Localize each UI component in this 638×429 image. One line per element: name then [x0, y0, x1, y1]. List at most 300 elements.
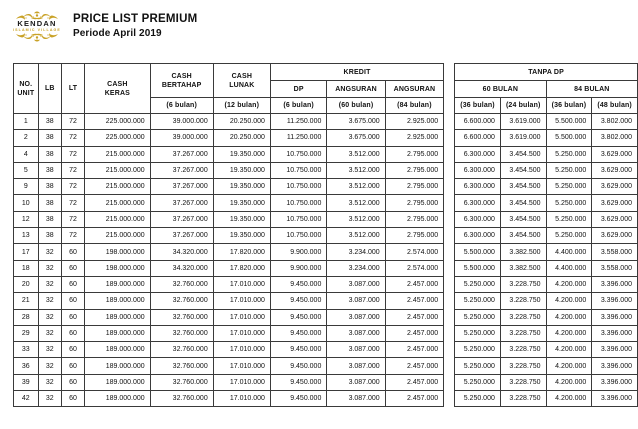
cell-angsuran-84: 2.795.000 — [385, 146, 443, 162]
cell-no: 1 — [14, 114, 39, 130]
cell-angsuran-60: 3.087.000 — [327, 374, 385, 390]
document-header — [0, 0, 638, 46]
cell-cash-bertahap: 32.760.000 — [150, 391, 213, 407]
cell-tanpa-dp-84-36: 4.400.000 — [546, 260, 592, 276]
col-header-cash-lunak-l1: CASH — [231, 72, 253, 80]
cell-cash-bertahap: 39.000.000 — [150, 130, 213, 146]
cell-cash-bertahap: 37.267.000 — [150, 146, 213, 162]
cell-dp: 9.450.000 — [270, 358, 326, 374]
cell-tanpa-dp-60-24: 3.454.500 — [500, 146, 546, 162]
cell-no: 36 — [14, 358, 39, 374]
table-row — [455, 325, 638, 341]
cell-tanpa-dp-60-24: 3.228.750 — [500, 309, 546, 325]
pricelist-table-main — [13, 63, 444, 407]
cell-tanpa-dp-84-48: 3.558.000 — [592, 244, 638, 260]
cell-tanpa-dp-84-48: 3.396.000 — [592, 276, 638, 292]
cell-tanpa-dp-60-24: 3.454.500 — [500, 228, 546, 244]
cell-angsuran-84: 2.795.000 — [385, 228, 443, 244]
cell-cash-bertahap: 34.320.000 — [150, 260, 213, 276]
cell-tanpa-dp-84-48: 3.396.000 — [592, 293, 638, 309]
cell-dp: 10.750.000 — [270, 211, 326, 227]
cell-tanpa-dp-60-24: 3.382.500 — [500, 260, 546, 276]
cell-cash-bertahap: 32.760.000 — [150, 374, 213, 390]
cell-angsuran-60: 3.675.000 — [327, 114, 385, 130]
cell-no: 42 — [14, 391, 39, 407]
cell-lb: 32 — [38, 374, 61, 390]
table-row — [14, 374, 444, 390]
cell-tanpa-dp-84-36: 4.200.000 — [546, 342, 592, 358]
cell-lt: 72 — [62, 228, 85, 244]
col-header-cash-keras — [85, 64, 151, 114]
cell-lt: 60 — [62, 309, 85, 325]
cell-tanpa-dp-84-48: 3.396.000 — [592, 374, 638, 390]
cell-no: 21 — [14, 293, 39, 309]
cell-lb: 32 — [38, 276, 61, 292]
cell-tanpa-dp-60-36: 6.300.000 — [455, 195, 501, 211]
cell-lt: 72 — [62, 114, 85, 130]
cell-lt: 60 — [62, 342, 85, 358]
cell-angsuran-84: 2.457.000 — [385, 374, 443, 390]
cell-angsuran-84: 2.795.000 — [385, 179, 443, 195]
table-row — [455, 114, 638, 130]
cell-lt: 60 — [62, 276, 85, 292]
cell-cash-keras: 189.000.000 — [85, 374, 151, 390]
col-header-cash-bertahap-l1: CASH — [171, 72, 192, 80]
cell-cash-lunak: 19.350.000 — [213, 146, 270, 162]
cell-tanpa-dp-84-48: 3.558.000 — [592, 260, 638, 276]
cell-no: 5 — [14, 162, 39, 178]
cell-cash-keras: 215.000.000 — [85, 146, 151, 162]
cell-cash-bertahap: 32.760.000 — [150, 358, 213, 374]
cell-angsuran-84: 2.574.000 — [385, 244, 443, 260]
cell-tanpa-dp-84-36: 5.500.000 — [546, 114, 592, 130]
cell-dp: 10.750.000 — [270, 179, 326, 195]
cell-tanpa-dp-84-36: 5.250.000 — [546, 146, 592, 162]
cell-tanpa-dp-60-36: 6.300.000 — [455, 228, 501, 244]
cell-angsuran-84: 2.574.000 — [385, 260, 443, 276]
cell-tanpa-dp-60-24: 3.228.750 — [500, 391, 546, 407]
cell-angsuran-60: 3.087.000 — [327, 293, 385, 309]
col-term-60-b: (24 bulan) — [500, 98, 546, 114]
cell-tanpa-dp-60-36: 5.250.000 — [455, 276, 501, 292]
cell-tanpa-dp-60-24: 3.454.500 — [500, 195, 546, 211]
cell-lb: 32 — [38, 358, 61, 374]
cell-tanpa-dp-60-36: 5.250.000 — [455, 309, 501, 325]
col-header-angsuran-84: ANGSURAN — [385, 81, 443, 98]
cell-angsuran-84: 2.457.000 — [385, 276, 443, 292]
cell-angsuran-84: 2.925.000 — [385, 130, 443, 146]
cell-lb: 38 — [38, 114, 61, 130]
cell-angsuran-60: 3.087.000 — [327, 342, 385, 358]
cell-cash-keras: 215.000.000 — [85, 228, 151, 244]
col-header-cash-bertahap-l2: BERTAHAP — [161, 81, 202, 89]
cell-cash-keras: 189.000.000 — [85, 293, 151, 309]
cell-tanpa-dp-60-36: 5.250.000 — [455, 358, 501, 374]
cell-tanpa-dp-60-24: 3.228.750 — [500, 293, 546, 309]
col-term-cash-lunak: (12 bulan) — [213, 98, 270, 114]
cell-dp: 9.900.000 — [270, 260, 326, 276]
cell-cash-bertahap: 32.760.000 — [150, 342, 213, 358]
cell-cash-lunak: 19.350.000 — [213, 195, 270, 211]
cell-cash-lunak: 17.010.000 — [213, 309, 270, 325]
cell-tanpa-dp-60-24: 3.228.750 — [500, 374, 546, 390]
col-term-84-a: (36 bulan) — [546, 98, 592, 114]
cell-lb: 38 — [38, 179, 61, 195]
cell-tanpa-dp-60-36: 5.250.000 — [455, 342, 501, 358]
table-row — [14, 276, 444, 292]
cell-dp: 10.750.000 — [270, 195, 326, 211]
cell-no: 29 — [14, 325, 39, 341]
table-row — [455, 162, 638, 178]
cell-tanpa-dp-60-36: 5.250.000 — [455, 293, 501, 309]
cell-tanpa-dp-60-24: 3.228.750 — [500, 325, 546, 341]
col-header-lt: LT — [62, 64, 85, 114]
cell-tanpa-dp-60-36: 6.300.000 — [455, 179, 501, 195]
cell-tanpa-dp-60-36: 6.300.000 — [455, 146, 501, 162]
cell-lb: 32 — [38, 309, 61, 325]
col-term-dp: (6 bulan) — [270, 98, 326, 114]
kendan-logo — [13, 5, 61, 47]
cell-dp: 9.450.000 — [270, 276, 326, 292]
col-header-no-unit-l1: NO. — [19, 80, 33, 88]
cell-no: 10 — [14, 195, 39, 211]
pricelist-table-tanpa-dp — [454, 63, 638, 407]
cell-tanpa-dp-84-36: 5.250.000 — [546, 162, 592, 178]
cell-angsuran-60: 3.087.000 — [327, 276, 385, 292]
cell-lt: 60 — [62, 293, 85, 309]
cell-tanpa-dp-84-48: 3.396.000 — [592, 391, 638, 407]
cell-no: 17 — [14, 244, 39, 260]
cell-tanpa-dp-60-24: 3.619.000 — [500, 114, 546, 130]
cell-tanpa-dp-84-48: 3.629.000 — [592, 211, 638, 227]
cell-tanpa-dp-84-36: 4.200.000 — [546, 358, 592, 374]
table-row — [14, 391, 444, 407]
cell-tanpa-dp-84-36: 5.250.000 — [546, 195, 592, 211]
cell-dp: 10.750.000 — [270, 162, 326, 178]
cell-cash-keras: 225.000.000 — [85, 130, 151, 146]
cell-angsuran-84: 2.457.000 — [385, 325, 443, 341]
col-header-84-bulan: 84 BULAN — [546, 81, 637, 98]
cell-angsuran-60: 3.512.000 — [327, 146, 385, 162]
cell-lb: 32 — [38, 244, 61, 260]
col-header-cash-bertahap — [150, 64, 213, 98]
cell-angsuran-60: 3.234.000 — [327, 260, 385, 276]
cell-lb: 38 — [38, 162, 61, 178]
cell-cash-keras: 215.000.000 — [85, 162, 151, 178]
cell-lb: 32 — [38, 325, 61, 341]
table-row — [14, 244, 444, 260]
cell-dp: 9.450.000 — [270, 325, 326, 341]
cell-angsuran-60: 3.512.000 — [327, 211, 385, 227]
col-header-dp: DP — [270, 81, 326, 98]
cell-tanpa-dp-60-36: 6.600.000 — [455, 114, 501, 130]
cell-tanpa-dp-84-48: 3.629.000 — [592, 228, 638, 244]
cell-cash-keras: 189.000.000 — [85, 391, 151, 407]
cell-tanpa-dp-60-24: 3.619.000 — [500, 130, 546, 146]
col-term-cash-bertahap: (6 bulan) — [150, 98, 213, 114]
cell-tanpa-dp-84-36: 5.250.000 — [546, 211, 592, 227]
cell-angsuran-60: 3.512.000 — [327, 179, 385, 195]
table-row — [455, 244, 638, 260]
cell-angsuran-60: 3.512.000 — [327, 228, 385, 244]
cell-tanpa-dp-60-36: 5.250.000 — [455, 374, 501, 390]
cell-cash-bertahap: 32.760.000 — [150, 276, 213, 292]
cell-tanpa-dp-84-36: 5.250.000 — [546, 228, 592, 244]
cell-tanpa-dp-60-36: 5.250.000 — [455, 391, 501, 407]
table-row — [455, 358, 638, 374]
table-row — [455, 260, 638, 276]
cell-no: 18 — [14, 260, 39, 276]
cell-dp: 9.450.000 — [270, 342, 326, 358]
cell-angsuran-60: 3.087.000 — [327, 325, 385, 341]
cell-cash-keras: 215.000.000 — [85, 211, 151, 227]
cell-dp: 9.450.000 — [270, 374, 326, 390]
cell-cash-lunak: 17.010.000 — [213, 276, 270, 292]
cell-dp: 9.450.000 — [270, 391, 326, 407]
cell-cash-bertahap: 37.267.000 — [150, 228, 213, 244]
cell-tanpa-dp-84-36: 4.200.000 — [546, 325, 592, 341]
cell-no: 39 — [14, 374, 39, 390]
pricelist-tables — [13, 63, 638, 407]
cell-tanpa-dp-60-24: 3.454.500 — [500, 162, 546, 178]
cell-lt: 60 — [62, 374, 85, 390]
table-row — [14, 325, 444, 341]
page-period: Periode April 2019 — [73, 27, 162, 39]
cell-lb: 38 — [38, 211, 61, 227]
cell-cash-lunak: 17.010.000 — [213, 358, 270, 374]
cell-dp: 10.750.000 — [270, 146, 326, 162]
cell-no: 9 — [14, 179, 39, 195]
cell-angsuran-60: 3.087.000 — [327, 358, 385, 374]
cell-lt: 72 — [62, 195, 85, 211]
cell-lt: 72 — [62, 162, 85, 178]
cell-tanpa-dp-60-24: 3.454.500 — [500, 179, 546, 195]
col-header-cash-lunak — [213, 64, 270, 98]
cell-angsuran-84: 2.457.000 — [385, 309, 443, 325]
table-row — [14, 342, 444, 358]
cell-cash-bertahap: 39.000.000 — [150, 114, 213, 130]
cell-tanpa-dp-84-36: 4.200.000 — [546, 276, 592, 292]
cell-no: 13 — [14, 228, 39, 244]
cell-cash-lunak: 17.820.000 — [213, 244, 270, 260]
tanpa-dp-table-body — [455, 114, 638, 407]
cell-dp: 10.750.000 — [270, 228, 326, 244]
cell-tanpa-dp-60-24: 3.228.750 — [500, 342, 546, 358]
table-row — [455, 146, 638, 162]
cell-cash-lunak: 17.820.000 — [213, 260, 270, 276]
cell-tanpa-dp-84-48: 3.396.000 — [592, 309, 638, 325]
col-header-cash-keras-l1: CASH — [107, 80, 128, 88]
col-header-tanpa-dp: TANPA DP — [455, 64, 638, 81]
cell-lt: 60 — [62, 391, 85, 407]
col-header-cash-keras-l2: KERAS — [104, 89, 130, 97]
cell-tanpa-dp-60-24: 3.382.500 — [500, 244, 546, 260]
table-row — [455, 195, 638, 211]
cell-angsuran-84: 2.795.000 — [385, 211, 443, 227]
cell-cash-lunak: 17.010.000 — [213, 342, 270, 358]
cell-no: 33 — [14, 342, 39, 358]
cell-cash-keras: 215.000.000 — [85, 179, 151, 195]
table-row — [455, 228, 638, 244]
cell-tanpa-dp-60-24: 3.228.750 — [500, 276, 546, 292]
table-row — [14, 358, 444, 374]
cell-angsuran-84: 2.457.000 — [385, 342, 443, 358]
cell-cash-keras: 189.000.000 — [85, 325, 151, 341]
col-header-no-unit-l2: UNIT — [17, 89, 35, 97]
cell-no: 28 — [14, 309, 39, 325]
col-header-angsuran-60: ANGSURAN — [327, 81, 385, 98]
table-row — [14, 146, 444, 162]
col-term-84-b: (48 bulan) — [592, 98, 638, 114]
cell-lt: 60 — [62, 244, 85, 260]
cell-tanpa-dp-84-36: 4.200.000 — [546, 293, 592, 309]
cell-tanpa-dp-60-24: 3.228.750 — [500, 358, 546, 374]
cell-tanpa-dp-84-48: 3.629.000 — [592, 162, 638, 178]
cell-cash-keras: 189.000.000 — [85, 309, 151, 325]
logo-tagline: ISLAMIC VILLAGE — [13, 27, 61, 32]
cell-lb: 32 — [38, 391, 61, 407]
cell-lb: 38 — [38, 195, 61, 211]
cell-tanpa-dp-60-36: 6.300.000 — [455, 211, 501, 227]
cell-tanpa-dp-60-36: 6.600.000 — [455, 130, 501, 146]
cell-cash-lunak: 17.010.000 — [213, 293, 270, 309]
cell-angsuran-60: 3.087.000 — [327, 391, 385, 407]
table-row — [455, 309, 638, 325]
cell-tanpa-dp-84-36: 4.200.000 — [546, 374, 592, 390]
cell-lt: 60 — [62, 260, 85, 276]
cell-no: 4 — [14, 146, 39, 162]
table-row — [14, 211, 444, 227]
col-header-cash-lunak-l2: LUNAK — [229, 81, 255, 89]
table-row — [455, 391, 638, 407]
cell-dp: 9.450.000 — [270, 309, 326, 325]
cell-tanpa-dp-60-36: 6.300.000 — [455, 162, 501, 178]
cell-angsuran-84: 2.457.000 — [385, 391, 443, 407]
cell-lt: 72 — [62, 146, 85, 162]
table-row — [455, 276, 638, 292]
table-row — [14, 260, 444, 276]
cell-cash-lunak: 19.350.000 — [213, 179, 270, 195]
cell-angsuran-60: 3.087.000 — [327, 309, 385, 325]
cell-cash-keras: 198.000.000 — [85, 260, 151, 276]
table-row — [455, 342, 638, 358]
cell-lb: 38 — [38, 130, 61, 146]
ornament-bottom-icon — [14, 33, 60, 42]
cell-cash-keras: 189.000.000 — [85, 276, 151, 292]
table-row — [455, 293, 638, 309]
cell-dp: 9.450.000 — [270, 293, 326, 309]
cell-cash-bertahap: 32.760.000 — [150, 309, 213, 325]
table-row — [14, 130, 444, 146]
cell-tanpa-dp-84-48: 3.802.000 — [592, 114, 638, 130]
page-title: PRICE LIST PREMIUM — [73, 12, 198, 25]
table-row — [14, 162, 444, 178]
table-row — [14, 114, 444, 130]
col-term-60-a: (36 bulan) — [455, 98, 501, 114]
cell-tanpa-dp-84-48: 3.802.000 — [592, 130, 638, 146]
title-block — [73, 12, 197, 41]
table-row — [455, 211, 638, 227]
cell-cash-bertahap: 37.267.000 — [150, 211, 213, 227]
cell-lb: 32 — [38, 260, 61, 276]
cell-angsuran-84: 2.795.000 — [385, 162, 443, 178]
cell-cash-lunak: 19.350.000 — [213, 228, 270, 244]
cell-lt: 72 — [62, 211, 85, 227]
cell-cash-keras: 189.000.000 — [85, 342, 151, 358]
cell-dp: 9.900.000 — [270, 244, 326, 260]
cell-tanpa-dp-60-36: 5.500.000 — [455, 260, 501, 276]
col-header-lb: LB — [38, 64, 61, 114]
col-term-angsuran-84: (84 bulan) — [385, 98, 443, 114]
cell-dp: 11.250.000 — [270, 114, 326, 130]
cell-tanpa-dp-60-24: 3.454.500 — [500, 211, 546, 227]
cell-cash-bertahap: 32.760.000 — [150, 325, 213, 341]
cell-lt: 60 — [62, 325, 85, 341]
cell-tanpa-dp-84-36: 4.200.000 — [546, 309, 592, 325]
table-row — [455, 374, 638, 390]
cell-lb: 38 — [38, 146, 61, 162]
logo-wordmark: KENDAN — [17, 18, 57, 28]
cell-lt: 60 — [62, 358, 85, 374]
table-row — [14, 309, 444, 325]
col-header-60-bulan: 60 BULAN — [455, 81, 546, 98]
cell-cash-bertahap: 37.267.000 — [150, 195, 213, 211]
cell-cash-lunak: 20.250.000 — [213, 114, 270, 130]
cell-cash-lunak: 19.350.000 — [213, 211, 270, 227]
cell-cash-lunak: 17.010.000 — [213, 325, 270, 341]
cell-lt: 72 — [62, 179, 85, 195]
cell-tanpa-dp-84-48: 3.396.000 — [592, 342, 638, 358]
cell-angsuran-60: 3.512.000 — [327, 162, 385, 178]
cell-tanpa-dp-84-36: 4.400.000 — [546, 244, 592, 260]
cell-cash-lunak: 17.010.000 — [213, 374, 270, 390]
cell-tanpa-dp-84-48: 3.629.000 — [592, 195, 638, 211]
table-row — [455, 130, 638, 146]
main-table-body — [14, 114, 444, 407]
cell-angsuran-60: 3.234.000 — [327, 244, 385, 260]
cell-tanpa-dp-84-48: 3.629.000 — [592, 146, 638, 162]
cell-tanpa-dp-84-36: 4.200.000 — [546, 391, 592, 407]
col-term-angsuran-60: (60 bulan) — [327, 98, 385, 114]
col-header-no-unit — [14, 64, 39, 114]
cell-cash-bertahap: 37.267.000 — [150, 179, 213, 195]
cell-angsuran-84: 2.795.000 — [385, 195, 443, 211]
cell-cash-bertahap: 37.267.000 — [150, 162, 213, 178]
table-row — [455, 179, 638, 195]
cell-tanpa-dp-84-36: 5.500.000 — [546, 130, 592, 146]
cell-lb: 32 — [38, 293, 61, 309]
cell-cash-keras: 225.000.000 — [85, 114, 151, 130]
cell-no: 12 — [14, 211, 39, 227]
cell-cash-keras: 189.000.000 — [85, 358, 151, 374]
cell-tanpa-dp-60-36: 5.500.000 — [455, 244, 501, 260]
cell-angsuran-60: 3.512.000 — [327, 195, 385, 211]
cell-cash-keras: 198.000.000 — [85, 244, 151, 260]
table-row — [14, 179, 444, 195]
cell-angsuran-84: 2.925.000 — [385, 114, 443, 130]
table-row — [14, 228, 444, 244]
table-row — [14, 293, 444, 309]
cell-angsuran-84: 2.457.000 — [385, 293, 443, 309]
cell-dp: 11.250.000 — [270, 130, 326, 146]
cell-lb: 32 — [38, 342, 61, 358]
cell-lb: 38 — [38, 228, 61, 244]
cell-tanpa-dp-60-36: 5.250.000 — [455, 325, 501, 341]
main-table-head — [14, 64, 444, 114]
cell-no: 20 — [14, 276, 39, 292]
cell-tanpa-dp-84-48: 3.629.000 — [592, 179, 638, 195]
cell-cash-bertahap: 34.320.000 — [150, 244, 213, 260]
